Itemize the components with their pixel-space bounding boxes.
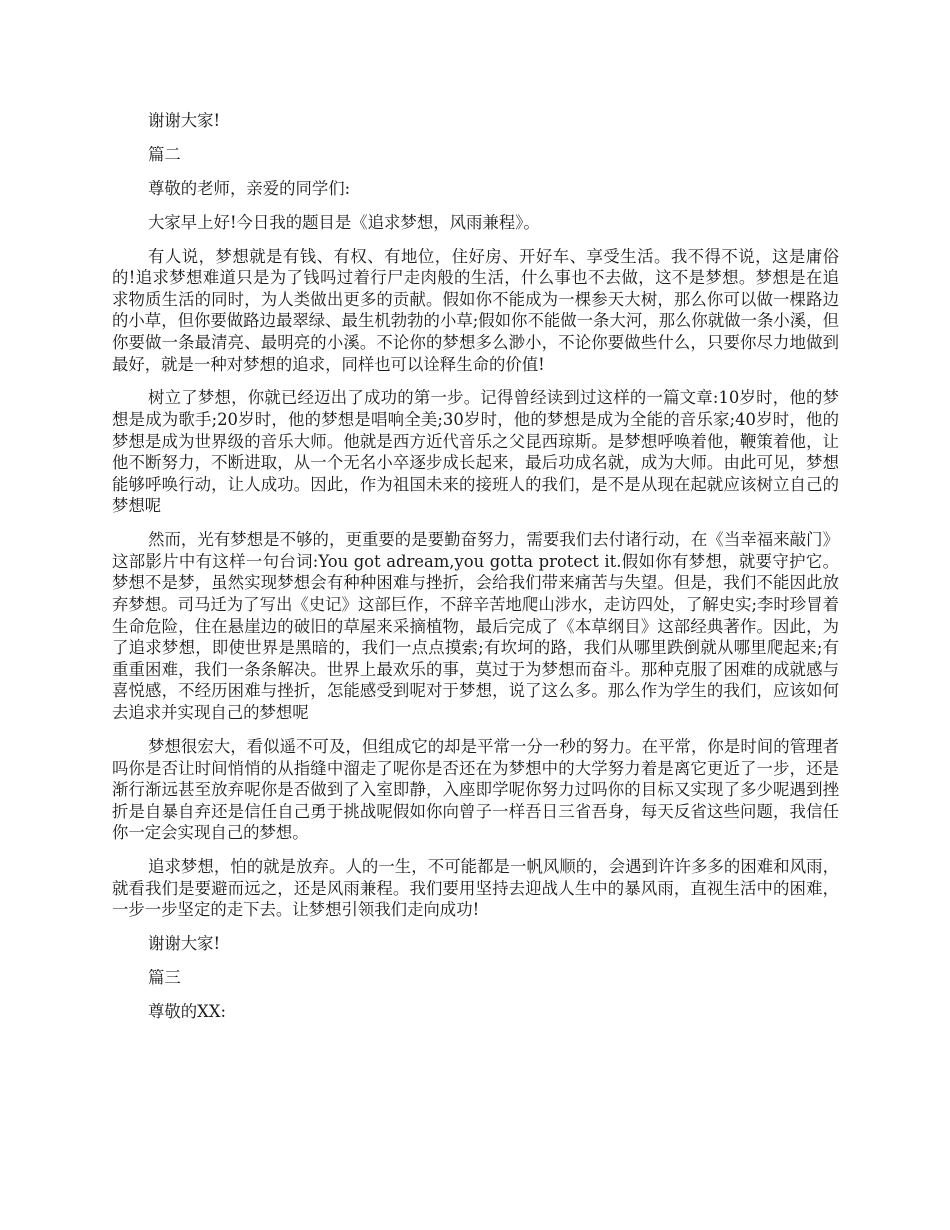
- body-paragraph: 追求梦想，怕的就是放弃。人的一生，不可能都是一帆风顺的，会遇到许许多多的困难和风雨，就看我们是要避而远之，还是风雨兼程。我们要用坚持去迎战人生中的暴风雨，直视生活中的困难，一步一步坚定的走下去。让梦想引领我们走向成功!: [112, 857, 839, 920]
- body-paragraph: 有人说，梦想就是有钱、有权、有地位，住好房、开好车、享受生活。我不得不说，这是庸俗的!追求梦想难道只是为了钱吗过着行尸走肉般的生活，什么事也不去做，这不是梦想。梦想是在追求物质生活的同时，为人类做出更多的贡献。假如你不能成为一棵参天大树，那么你可以做一棵路边的小草，但你要做路边最翠绿、最生机勃勃的小草;假如你不能做一条大河，那么你就做一条小溪，但你要做一条最清亮、最明亮的小溪。不论你的梦想多么渺小，不论你要做些什么，只要你尽力地做到最好，就是一种对梦想的追求，同样也可以诠释生命的价值!: [112, 246, 839, 374]
- closing-thanks: 谢谢大家!: [148, 111, 221, 130]
- salutation: 尊敬的老师，亲爱的同学们:: [148, 178, 351, 198]
- body-paragraph: 梦想很宏大，看似遥不可及，但组成它的却是平常一分一秒的努力。在平常，你是时间的管理者吗你是否让时间悄悄的从指缝中溜走了呢你是否还在为梦想中的大学努力着是离它更近了一步，还是渐行渐远甚至放弃呢你是否做到了入室即静，入座即学呢你努力过吗你的目标又实现了多少呢遇到挫折是自暴自弃还是信任自己勇于挑战呢假如你向曾子一样吾日三省吾身，每天反省这些问题，我信任你一定会实现自己的梦想。: [112, 736, 839, 843]
- opening-line: 大家早上好!今日我的题目是《追求梦想，风雨兼程》。: [148, 212, 540, 232]
- section-heading-2: 篇二: [148, 144, 181, 164]
- body-paragraph: 树立了梦想，你就已经迈出了成功的第一步。记得曾经读到过这样的一篇文章:10岁时，他的梦想是成为歌手;20岁时，他的梦想是唱响全美;30岁时，他的梦想是成为全能的音乐家;40岁时，他的梦想是成为世界级的音乐大师。他就是西方近代音乐之父昆西琼斯。是梦想呼唤着他，鞭策着他，让他不断努力，不断进取，从一个无名小卒逐步成长起来，最后功成名就，成为大师。由此可见，梦想能够呼唤行动，让人成功。因此，作为祖国未来的接班人的我们，是不是从现在起就应该树立自己的梦想呢: [112, 388, 839, 516]
- closing-thanks: 谢谢大家!: [148, 934, 221, 954]
- section-heading-3: 篇三: [148, 968, 181, 988]
- document-body: [112, 110, 839, 1035]
- salutation: 尊敬的XX:: [148, 1002, 227, 1022]
- body-paragraph: 然而，光有梦想是不够的，更重要的是要勤奋努力，需要我们去付诸行动，在《当幸福来敲门》这部影片中有这样一句台词:You got adream,you gotta protect it.假如你有梦想，就要守护它。梦想不是梦，虽然实现梦想会有种种困难与挫折，会给我们带来痛苦与失望。但是，我们不能因此放弃梦想。司马迁为了写出《史记》这部巨作，不辞辛苦地爬山涉水，走访四处，了解史实;李时珍冒着生命危险，住在悬崖边的破旧的草屋来采摘植物，最后完成了《本草纲目》这部经典著作。因此，为了追求梦想，即使世界是黑暗的，我们一点点摸索;有坎坷的路，我们从哪里跌倒就从哪里爬起来;有重重困难，我们一条条解决。世界上最欢乐的事，莫过于为梦想而奋斗。那种克服了困难的成就感与喜悦感，不经历困难与挫折，怎能感受到呢对于梦想，说了这么多。那么作为学生的我们，应该如何去追求并实现自己的梦想呢: [112, 530, 839, 723]
